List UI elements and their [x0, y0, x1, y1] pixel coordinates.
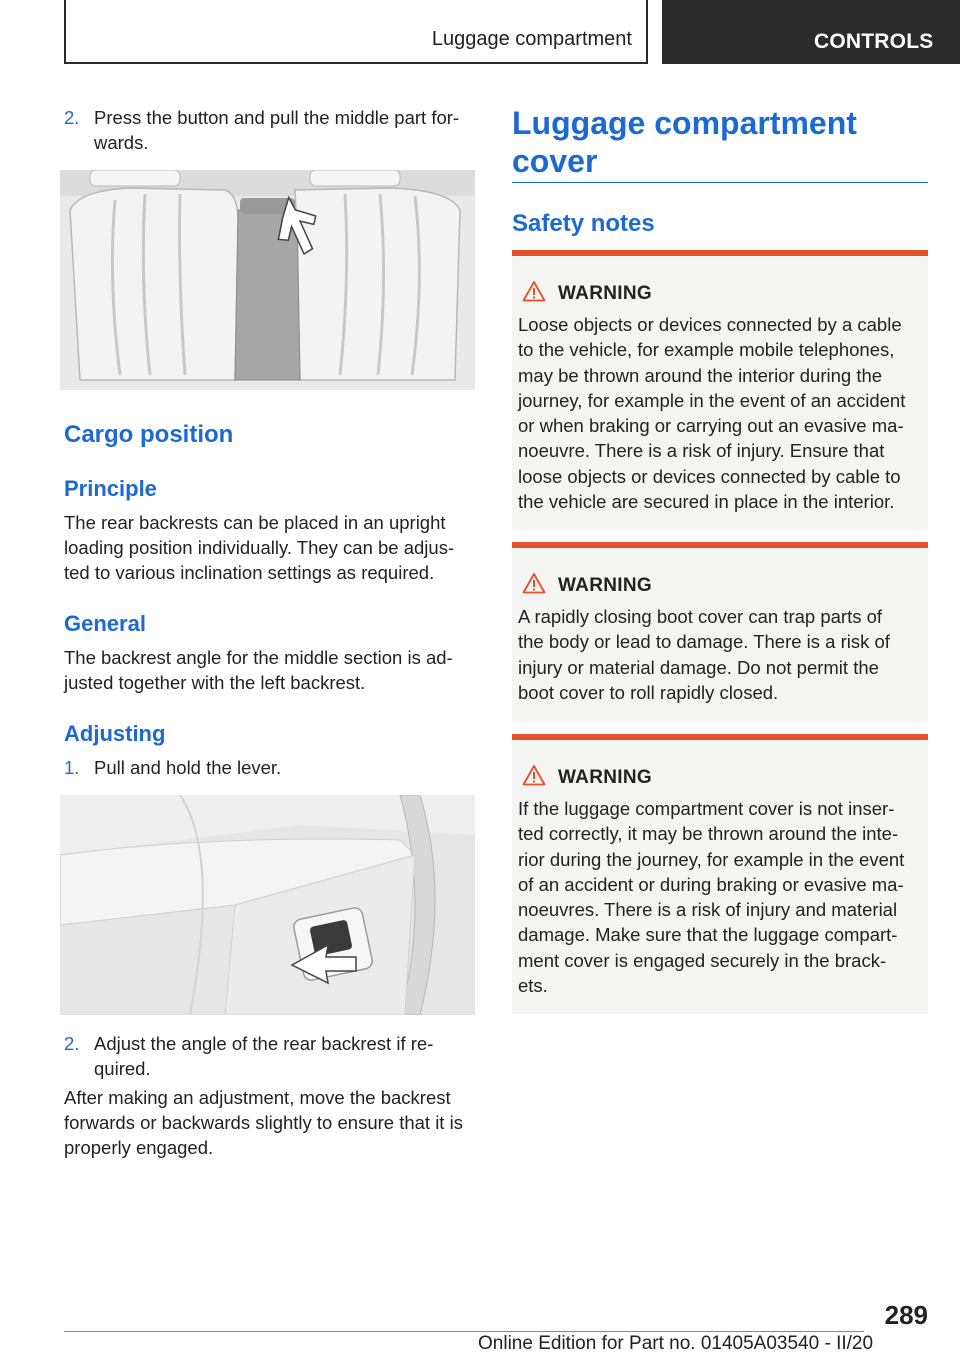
step-number: 1. [64, 757, 80, 778]
step-text: Pull and hold the lever. [94, 757, 282, 778]
warning-triangle-icon [522, 280, 546, 302]
rear-seat-illustration [60, 170, 475, 390]
principle-text-line: The rear backrests can be placed in an upright [64, 512, 446, 533]
page-title-line: cover [512, 143, 598, 179]
header-section-box [64, 0, 648, 64]
page-title-line: Luggage compartment [512, 105, 857, 141]
warning-text-line: Loose objects or devices connected by a cable [518, 314, 902, 335]
warning-label: WARNING [558, 283, 652, 304]
lever-drawing [60, 795, 475, 1015]
backrest-lever-illustration [60, 795, 475, 1015]
step-text: Adjust the angle of the rear backrest if re‐ [94, 1033, 434, 1054]
principle-text-line: ted to various inclination settings as required. [64, 562, 435, 583]
warning-text-line: A rapidly closing boot cover can trap parts of [518, 606, 883, 627]
warning-text-line: the vehicle are secured in place in the interior. [518, 491, 895, 513]
warning-label: WARNING [558, 767, 652, 788]
step-number: 2. [64, 1033, 80, 1054]
edition-note: Online Edition for Part no. 01405A03540 - II/20 [478, 1333, 874, 1354]
warning-text [518, 796, 920, 998]
general-heading: General [64, 611, 146, 636]
title-underline [512, 182, 928, 183]
warning-label: WARNING [558, 575, 652, 596]
general-text-line: justed together with the left backrest. [64, 672, 366, 693]
after-text-line: After making an adjustment, move the backrest [64, 1087, 451, 1108]
warning-text-line: or when braking or carrying out an evasive ma‐ [518, 415, 904, 437]
warning-triangle-icon [522, 764, 546, 786]
safety-notes-heading: Safety notes [512, 210, 655, 237]
warning-text-line: ets. [518, 975, 548, 997]
warning-box [512, 250, 928, 530]
warning-text [518, 312, 920, 514]
warning-text-line: injury or material damage. Do not permit the [518, 656, 879, 678]
principle-text-line: loading position individually. They can be adjus‐ [64, 537, 455, 558]
warning-text-line: loose objects or devices connected by cable to [518, 465, 901, 487]
warning-text-line: may be thrown around the interior during the [518, 364, 883, 386]
step-number: 2. [64, 107, 80, 128]
warning-box [512, 542, 928, 722]
warning-text-line: boot cover to roll rapidly closed. [518, 681, 779, 703]
step-text: Press the button and pull the middle part for‐ [94, 107, 460, 128]
header-chapter-title: CONTROLS [814, 30, 934, 53]
page-number: 289 [884, 1300, 928, 1330]
warning-text-line: noeuvre. There is a risk of injury. Ensure that [518, 440, 885, 462]
after-text-line: forwards or backwards slightly to ensure that it is [64, 1112, 463, 1133]
warning-text-line: noeuvres. There is a risk of injury and material [518, 899, 898, 921]
warning-text-line: If the luggage compartment cover is not inser‐ [518, 798, 895, 819]
principle-heading: Principle [64, 476, 157, 501]
warning-text-line: rior during the journey, for example in the event [518, 848, 905, 870]
cargo-position-heading: Cargo position [64, 421, 234, 448]
rear-seat-drawing [60, 170, 475, 390]
step-text: quired. [94, 1058, 151, 1079]
warning-text-line: journey, for example in the event of an accident [518, 389, 906, 411]
warning-text-line: of an accident or during braking or evasive ma‐ [518, 873, 904, 895]
adjusting-heading: Adjusting [64, 721, 166, 746]
warning-text [518, 604, 920, 705]
header-section-title: Luggage compartment [431, 28, 632, 50]
warning-text-line: ted correctly, it may be thrown around the inte‐ [518, 823, 899, 845]
general-text-line: The backrest angle for the middle section is ad‐ [64, 647, 453, 668]
step-text: wards. [94, 132, 149, 153]
warning-box [512, 734, 928, 1014]
warning-text-line: to the vehicle, for example mobile telephones, [518, 339, 895, 361]
warning-triangle-icon [522, 572, 546, 594]
header-chapter-box [662, 0, 960, 64]
warning-text-line: the body or lead to damage. There is a risk of [518, 631, 890, 653]
footer-rule [64, 1331, 864, 1332]
warning-text-line: ment cover is engaged securely in the brack‐ [518, 949, 887, 971]
warning-text-line: damage. Make sure that the luggage compart‐ [518, 924, 898, 946]
after-text-line: properly engaged. [64, 1137, 214, 1158]
